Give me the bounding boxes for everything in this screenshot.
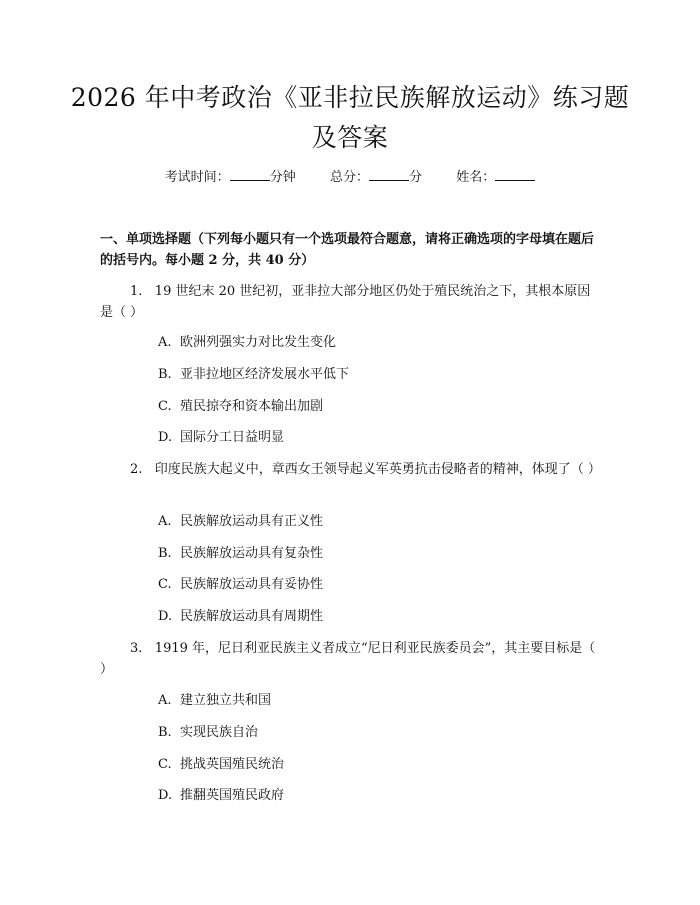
score-blank	[369, 168, 409, 181]
option-text: 实现民族自治	[180, 725, 259, 740]
score-unit: 分	[409, 170, 423, 185]
question-3: 3. 1919 年，尼日利亚民族主义者成立“尼日利亚民族委员会”，其主要目标是（ ）	[100, 641, 596, 677]
option-letter: A.	[158, 335, 172, 350]
time-unit: 分钟	[269, 170, 296, 185]
option-letter: D.	[158, 609, 173, 624]
option-text: 推翻英国殖民政府	[180, 788, 285, 803]
question-2: 2. 印度民族大起义中，章西女王领导起义军英勇抗击侵略者的精神，体现了（ ）	[130, 462, 601, 477]
option-text: 挑战英国殖民统治	[180, 757, 285, 772]
option-letter: C.	[158, 399, 172, 414]
question-1: 1. 19 世纪末 20 世纪初，亚非拉大部分地区仍处于殖民统治之下，其根本原因是（ ）	[100, 284, 591, 320]
q2-option-a	[158, 512, 323, 532]
option-text: 民族解放运动具有正义性	[180, 514, 324, 529]
name-blank	[495, 168, 535, 181]
time-blank	[230, 168, 270, 181]
option-text: 建立独立共和国	[180, 693, 272, 708]
option-letter: D.	[158, 788, 173, 803]
option-letter: B.	[158, 725, 172, 740]
option-letter: C.	[158, 577, 172, 592]
option-text: 国际分工日益明显	[180, 430, 285, 445]
option-letter: A.	[158, 514, 172, 529]
exam-info-line	[0, 168, 700, 188]
score-label: 总分：	[329, 170, 369, 185]
q2-option-d	[158, 607, 323, 627]
page-title: 2026 年中考政治《亚非拉民族解放运动》练习题及答案	[70, 83, 630, 152]
option-letter: D.	[158, 430, 173, 445]
section-heading: 一、单项选择题（下列每小题只有一个选项最符合题意，请将正确选项的字母填在题后的括号内。每小题 2 分，共 40 分）	[100, 232, 595, 268]
q2-option-c	[158, 575, 323, 595]
option-letter: B.	[158, 546, 172, 561]
option-text: 民族解放运动具有复杂性	[180, 546, 324, 561]
q3-option-a	[158, 691, 271, 711]
option-letter: A.	[158, 693, 172, 708]
time-label: 考试时间：	[164, 170, 230, 185]
q3-option-d	[158, 786, 284, 806]
option-letter: B.	[158, 367, 172, 382]
option-text: 民族解放运动具有周期性	[180, 609, 324, 624]
option-text: 欧洲列强实力对比发生变化	[180, 335, 337, 350]
q3-option-b	[158, 723, 258, 743]
q2-option-b	[158, 544, 323, 564]
option-text: 民族解放运动具有妥协性	[180, 577, 324, 592]
q1-option-c	[158, 397, 323, 417]
q1-option-d	[158, 428, 284, 448]
option-text: 亚非拉地区经济发展水平低下	[180, 367, 350, 382]
q1-option-a	[158, 333, 336, 353]
q1-option-b	[158, 365, 349, 385]
name-label: 姓名：	[456, 170, 496, 185]
option-text: 殖民掠夺和资本输出加剧	[180, 399, 324, 414]
option-letter: C.	[158, 757, 172, 772]
q3-option-c	[158, 755, 284, 775]
